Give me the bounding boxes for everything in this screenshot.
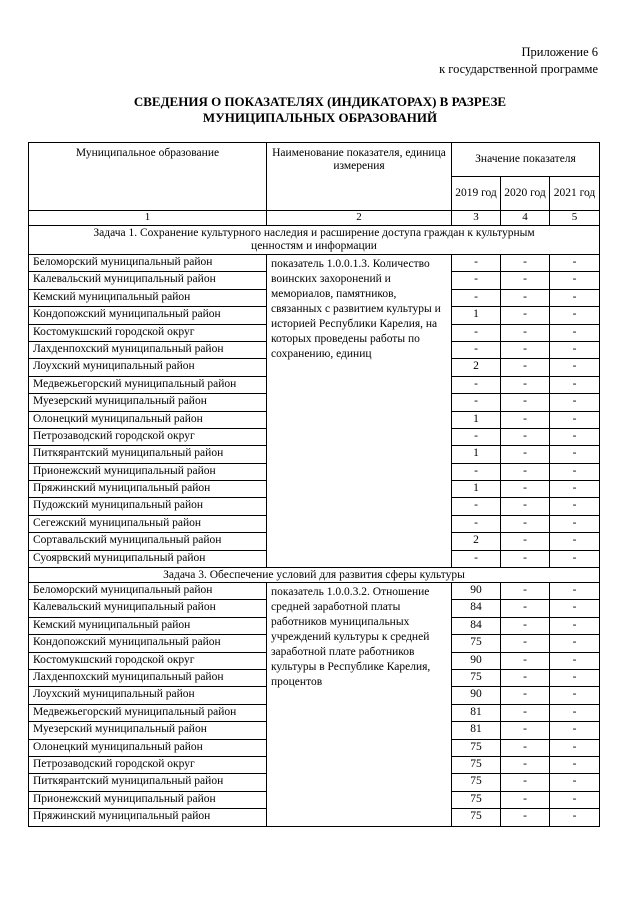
municipality-name: Костомукшский городской округ <box>29 324 267 341</box>
value-2020: - <box>501 739 550 756</box>
municipality-name: Калевальский муниципальный район <box>29 600 267 617</box>
value-2021: - <box>550 481 600 498</box>
table-row <box>29 583 600 600</box>
value-2021: - <box>550 550 600 567</box>
value-2021: - <box>550 583 600 600</box>
value-2019: 1 <box>452 307 501 324</box>
value-2020: - <box>501 428 550 445</box>
value-2019: - <box>452 341 501 358</box>
value-2020: - <box>501 809 550 826</box>
title-line-1: СВЕДЕНИЯ О ПОКАЗАТЕЛЯХ (ИНДИКАТОРАХ) В РАЗРЕЗЕ <box>133 94 507 109</box>
value-2019: 75 <box>452 739 501 756</box>
municipality-name: Питкярантский муниципальный район <box>29 446 267 463</box>
value-2021: - <box>550 809 600 826</box>
value-2019: 1 <box>452 481 501 498</box>
header-indicator: Наименование показателя, единица измерения <box>267 143 452 211</box>
value-2021: - <box>550 704 600 721</box>
value-2019: - <box>452 428 501 445</box>
value-2019: 90 <box>452 652 501 669</box>
value-2020: - <box>501 394 550 411</box>
value-2019: 90 <box>452 583 501 600</box>
municipality-name: Лоухский муниципальный район <box>29 687 267 704</box>
value-2019: 81 <box>452 704 501 721</box>
value-2020: - <box>501 515 550 532</box>
municipality-name: Муезерский муниципальный район <box>29 394 267 411</box>
value-2021: - <box>550 739 600 756</box>
value-2020: - <box>501 704 550 721</box>
value-2020: - <box>501 722 550 739</box>
value-2020: - <box>501 481 550 498</box>
col-number: 1 <box>29 211 267 226</box>
value-2021: - <box>550 255 600 272</box>
value-2019: 81 <box>452 722 501 739</box>
value-2021: - <box>550 722 600 739</box>
value-2021: - <box>550 498 600 515</box>
value-2020: - <box>501 652 550 669</box>
municipality-name: Олонецкий муниципальный район <box>29 411 267 428</box>
value-2021: - <box>550 774 600 791</box>
header-municipality: Муниципальное образование <box>29 143 267 211</box>
value-2020: - <box>501 341 550 358</box>
value-2019: 2 <box>452 359 501 376</box>
value-2021: - <box>550 600 600 617</box>
value-2019: - <box>452 550 501 567</box>
value-2020: - <box>501 583 550 600</box>
municipality-name: Пудожский муниципальный район <box>29 498 267 515</box>
value-2020: - <box>501 600 550 617</box>
title-line-2: МУНИЦИПАЛЬНЫХ ОБРАЗОВАНИЙ <box>202 110 438 125</box>
task-row <box>29 226 600 255</box>
appendix-note <box>439 44 598 78</box>
value-2019: 75 <box>452 791 501 808</box>
value-2021: - <box>550 411 600 428</box>
value-2019: - <box>452 376 501 393</box>
table-row <box>29 255 600 272</box>
value-2019: - <box>452 498 501 515</box>
value-2020: - <box>501 498 550 515</box>
municipality-name: Сегежский муниципальный район <box>29 515 267 532</box>
header-value: Значение показателя <box>452 143 600 177</box>
municipality-name: Прионежский муниципальный район <box>29 791 267 808</box>
value-2021: - <box>550 533 600 550</box>
value-2021: - <box>550 341 600 358</box>
indicators-table <box>28 142 600 827</box>
municipality-name: Кондопожский муниципальный район <box>29 635 267 652</box>
value-2021: - <box>550 687 600 704</box>
municipality-name: Калевальский муниципальный район <box>29 272 267 289</box>
col-number: 2 <box>267 211 452 226</box>
value-2019: 2 <box>452 533 501 550</box>
value-2021: - <box>550 376 600 393</box>
value-2020: - <box>501 411 550 428</box>
task-heading: Задача 3. Обеспечение условий для развития сферы культуры <box>29 568 600 583</box>
table-body <box>29 226 600 827</box>
col-number: 5 <box>550 211 600 226</box>
value-2019: 84 <box>452 600 501 617</box>
municipality-name: Беломорский муниципальный район <box>29 583 267 600</box>
municipality-name: Кондопожский муниципальный район <box>29 307 267 324</box>
value-2020: - <box>501 324 550 341</box>
value-2019: 75 <box>452 669 501 686</box>
municipality-name: Лахденпохский муниципальный район <box>29 669 267 686</box>
value-2020: - <box>501 669 550 686</box>
value-2019: 84 <box>452 617 501 634</box>
value-2021: - <box>550 324 600 341</box>
municipality-name: Питкярантский муниципальный район <box>29 774 267 791</box>
value-2019: 75 <box>452 809 501 826</box>
header-year-2021: 2021 год <box>550 177 600 211</box>
value-2021: - <box>550 652 600 669</box>
value-2020: - <box>501 359 550 376</box>
appendix-line-2: к государственной программе <box>439 62 598 76</box>
col-number: 3 <box>452 211 501 226</box>
municipality-name: Пряжинский муниципальный район <box>29 809 267 826</box>
value-2020: - <box>501 687 550 704</box>
municipality-name: Муезерский муниципальный район <box>29 722 267 739</box>
municipality-name: Суоярвский муниципальный район <box>29 550 267 567</box>
value-2019: 1 <box>452 411 501 428</box>
value-2021: - <box>550 272 600 289</box>
value-2019: - <box>452 289 501 306</box>
municipality-name: Петрозаводский городской округ <box>29 428 267 445</box>
value-2020: - <box>501 617 550 634</box>
value-2020: - <box>501 774 550 791</box>
value-2020: - <box>501 446 550 463</box>
value-2019: - <box>452 394 501 411</box>
col-number: 4 <box>501 211 550 226</box>
value-2020: - <box>501 376 550 393</box>
municipality-name: Петрозаводский городской округ <box>29 756 267 773</box>
municipality-name: Беломорский муниципальный район <box>29 255 267 272</box>
value-2019: 75 <box>452 774 501 791</box>
municipality-name: Медвежьегорский муниципальный район <box>29 376 267 393</box>
value-2021: - <box>550 463 600 480</box>
municipality-name: Медвежьегорский муниципальный район <box>29 704 267 721</box>
value-2020: - <box>501 533 550 550</box>
value-2021: - <box>550 307 600 324</box>
municipality-name: Лоухский муниципальный район <box>29 359 267 376</box>
indicator-description: показатель 1.0.0.1.3. Количество воинских захоронений и мемориалов, памятников, связанных с развитием культуры и историей Республики Карелия, на которых проведены работы по сохранению, единиц <box>267 255 452 568</box>
municipality-name: Кемский муниципальный район <box>29 289 267 306</box>
municipality-name: Сортавальский муниципальный район <box>29 533 267 550</box>
value-2020: - <box>501 463 550 480</box>
value-2019: 1 <box>452 446 501 463</box>
municipality-name: Кемский муниципальный район <box>29 617 267 634</box>
municipality-name: Олонецкий муниципальный район <box>29 739 267 756</box>
value-2020: - <box>501 756 550 773</box>
value-2021: - <box>550 756 600 773</box>
value-2020: - <box>501 791 550 808</box>
value-2019: - <box>452 255 501 272</box>
municipality-name: Пряжинский муниципальный район <box>29 481 267 498</box>
value-2021: - <box>550 635 600 652</box>
value-2020: - <box>501 307 550 324</box>
value-2021: - <box>550 394 600 411</box>
page-title <box>0 94 640 126</box>
header-year-2020: 2020 год <box>501 177 550 211</box>
value-2021: - <box>550 791 600 808</box>
value-2021: - <box>550 669 600 686</box>
task-row <box>29 568 600 583</box>
municipality-name: Лахденпохский муниципальный район <box>29 341 267 358</box>
header-year-2019: 2019 год <box>452 177 501 211</box>
value-2021: - <box>550 617 600 634</box>
indicator-description: показатель 1.0.0.3.2. Отношение средней заработной платы работников муниципальных учреждений культуры к средней заработной плате работников культуры в Республике Карелия, процентов <box>267 583 452 826</box>
value-2021: - <box>550 515 600 532</box>
appendix-line-1: Приложение 6 <box>521 45 598 59</box>
value-2020: - <box>501 635 550 652</box>
value-2021: - <box>550 289 600 306</box>
value-2021: - <box>550 359 600 376</box>
value-2021: - <box>550 446 600 463</box>
value-2019: - <box>452 324 501 341</box>
value-2020: - <box>501 255 550 272</box>
value-2020: - <box>501 289 550 306</box>
value-2019: - <box>452 515 501 532</box>
value-2021: - <box>550 428 600 445</box>
task-heading: Задача 1. Сохранение культурного наследия и расширение доступа граждан к культурным ценностям и информации <box>29 226 600 255</box>
value-2019: 75 <box>452 635 501 652</box>
municipality-name: Прионежский муниципальный район <box>29 463 267 480</box>
municipality-name: Костомукшский городской округ <box>29 652 267 669</box>
value-2020: - <box>501 272 550 289</box>
value-2019: - <box>452 463 501 480</box>
value-2019: 90 <box>452 687 501 704</box>
value-2020: - <box>501 550 550 567</box>
value-2019: 75 <box>452 756 501 773</box>
value-2019: - <box>452 272 501 289</box>
